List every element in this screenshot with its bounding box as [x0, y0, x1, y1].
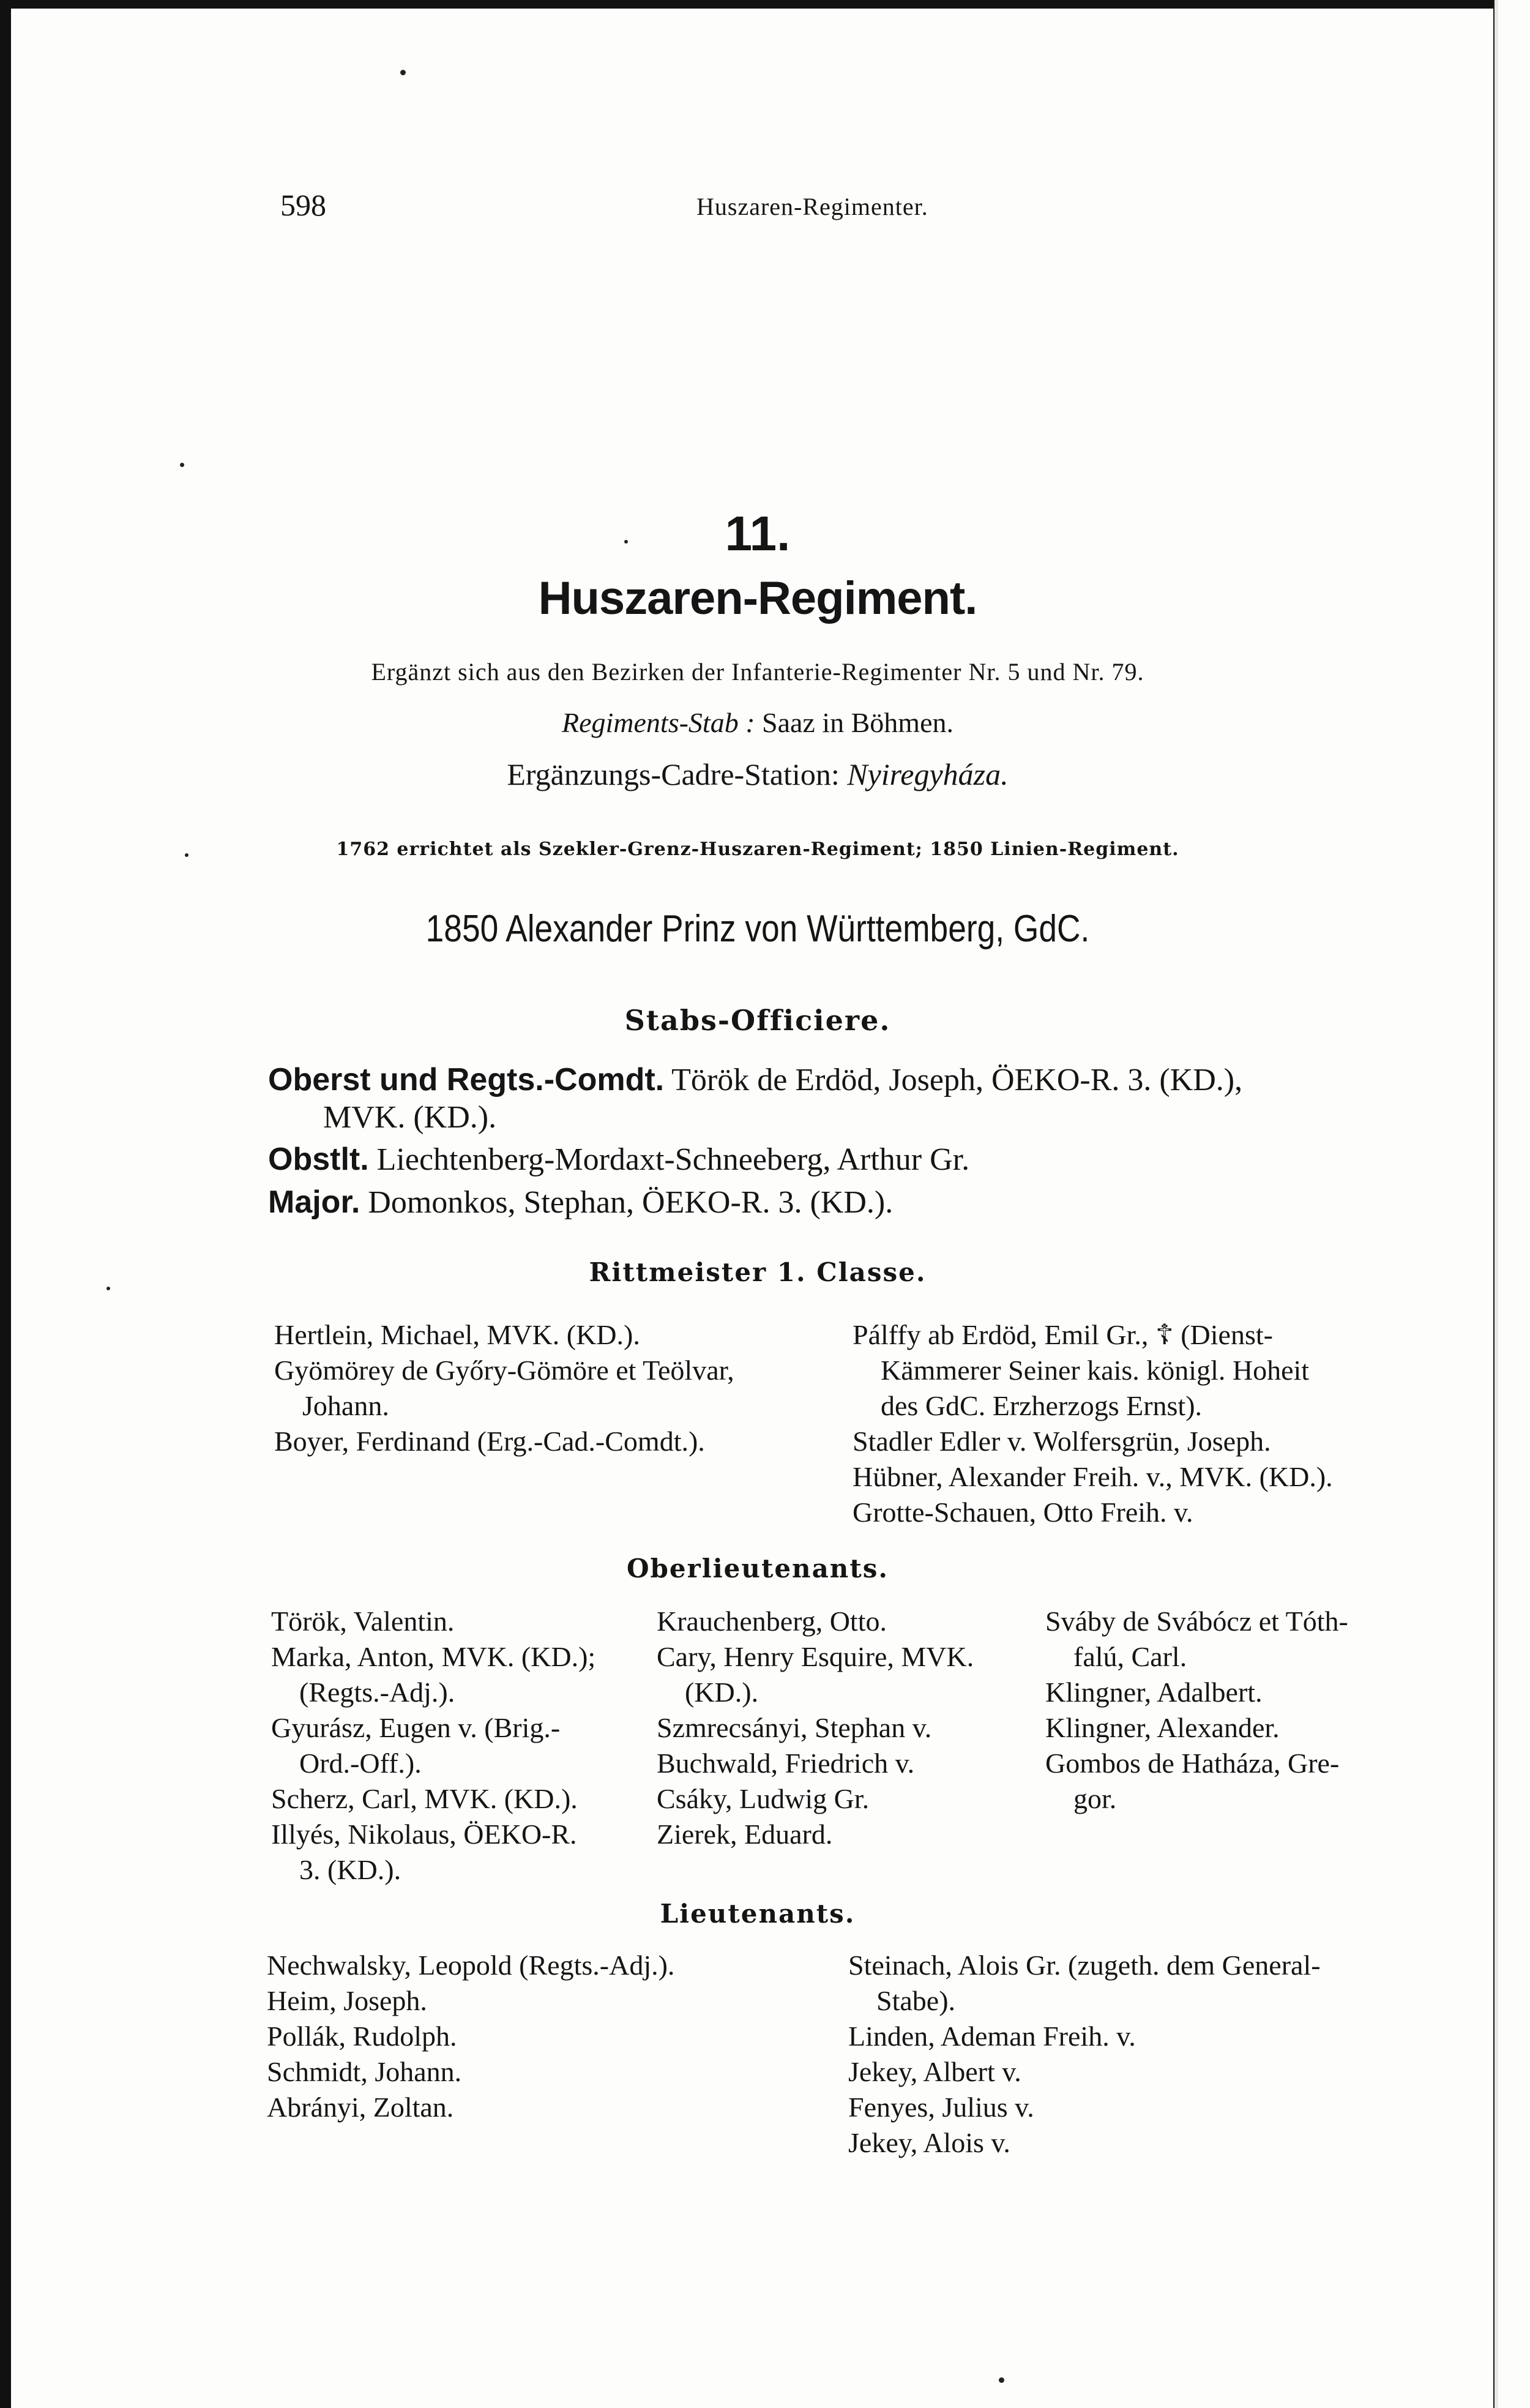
lieutenants-right-column	[848, 1948, 1448, 2161]
running-title: Huszaren-Regimenter.	[696, 193, 928, 220]
list-item: Buchwald, Friedrich v.	[657, 1748, 915, 1779]
list-item: (Regts.-Adj.).	[299, 1677, 455, 1708]
list-item: Steinach, Alois Gr. (zugeth. dem General-	[848, 1950, 1321, 1981]
list-item: Zierek, Eduard.	[657, 1819, 833, 1850]
oberlieutenants-col1	[271, 1604, 651, 1888]
lieutenants-heading: Lieutenants.	[660, 1899, 856, 1929]
list-item: Fenyes, Julius v.	[848, 2092, 1034, 2123]
oberst-rank: Oberst und Regts.-Comdt.	[268, 1062, 665, 1097]
scan-speck	[180, 463, 184, 467]
list-item: Nechwalsky, Leopold (Regts.-Adj.).	[267, 1950, 675, 1981]
list-item: gor.	[1073, 1783, 1117, 1814]
scan-speck	[999, 2377, 1004, 2383]
oberlieutenants-col2	[657, 1604, 1036, 1852]
cadre-location: Nyiregyháza.	[847, 757, 1009, 791]
list-item: falú, Carl.	[1073, 1641, 1187, 1672]
rittmeister-left-column	[274, 1317, 825, 1459]
list-item: Cary, Henry Esquire, MVK.	[657, 1641, 974, 1672]
recruitment-line: Ergänzt sich aus den Bezirken der Infanterie-Regimenter Nr. 5 und Nr. 79.	[371, 658, 1144, 686]
scan-speck	[185, 853, 188, 857]
list-item: Ord.-Off.).	[299, 1748, 422, 1779]
major-entry	[268, 1184, 893, 1221]
list-item: Stabe).	[876, 1985, 956, 2016]
scan-speck	[400, 70, 406, 75]
list-item: Kämmerer Seiner kais. königl. Hoheit	[881, 1355, 1310, 1386]
list-item: Gombos de Hatháza, Gre-	[1045, 1748, 1340, 1779]
staff-label: Regiments-Stab :	[561, 707, 755, 738]
obstlt-rank: Obstlt.	[268, 1142, 369, 1177]
oberlieutenants-col3	[1045, 1604, 1437, 1817]
oberlieutenants-heading: Oberlieutenants.	[626, 1554, 889, 1584]
adjacent-page-edge	[1498, 0, 1530, 2408]
stabs-heading: Stabs-Officiere.	[624, 1004, 891, 1037]
obstlt-entry	[268, 1141, 969, 1178]
list-item: Sváby de Svábócz et Tóth-	[1045, 1606, 1348, 1637]
cadre-label: Ergänzungs-Cadre-Station:	[507, 757, 840, 791]
list-item: Török, Valentin.	[271, 1606, 455, 1637]
list-item: Jekey, Albert v.	[848, 2056, 1021, 2087]
oberst-cont: MVK. (KD.).	[323, 1100, 497, 1135]
rittmeister-right-column	[853, 1317, 1440, 1530]
cadre-line	[11, 757, 1493, 792]
list-item: Heim, Joseph.	[267, 1985, 427, 2016]
scan-speck	[624, 540, 628, 544]
page-number: 598	[280, 188, 326, 222]
staff-location: Saaz in Böhmen.	[762, 707, 954, 738]
list-item: Scherz, Carl, MVK. (KD.).	[271, 1783, 578, 1814]
list-item: Pálffy ab Erdöd, Emil Gr., ☦ (Dienst-	[853, 1319, 1273, 1350]
history-line: 1762 errichtet als Szekler-Grenz-Huszaren-Regiment; 1850 Linien-Regiment.	[336, 839, 1179, 860]
list-item: Csáky, Ludwig Gr.	[657, 1783, 870, 1814]
list-item: Schmidt, Johann.	[267, 2056, 462, 2087]
major-rank: Major.	[268, 1184, 360, 1220]
list-item: Gyurász, Eugen v. (Brig.-	[271, 1712, 561, 1743]
list-item: Gyömörey de Győry-Gömöre et Teölvar,	[274, 1355, 734, 1386]
list-item: Jekey, Alois v.	[848, 2127, 1010, 2158]
list-item: Grotte-Schauen, Otto Freih. v.	[853, 1497, 1193, 1528]
list-item: Johann.	[302, 1390, 389, 1421]
list-item: Marka, Anton, MVK. (KD.);	[271, 1641, 596, 1672]
list-item: Stadler Edler v. Wolfersgrün, Joseph.	[853, 1426, 1271, 1457]
regiment-number: 11.	[725, 506, 791, 561]
list-item: Klingner, Adalbert.	[1045, 1677, 1263, 1708]
oberst-entry	[268, 1061, 1242, 1098]
list-item: Klingner, Alexander.	[1045, 1712, 1280, 1743]
list-item: Szmrecsányi, Stephan v.	[657, 1712, 932, 1743]
list-item: Illyés, Nikolaus, ÖEKO-R.	[271, 1819, 577, 1850]
list-item: (KD.).	[685, 1677, 759, 1708]
regiment-title: Huszaren-Regiment.	[538, 572, 977, 624]
proprietor-line: 1850 Alexander Prinz von Württemberg, GdC.	[425, 908, 1090, 950]
list-item: 3. (KD.).	[299, 1854, 401, 1885]
scan-speck	[106, 1287, 110, 1290]
list-item: Linden, Ademan Freih. v.	[848, 2021, 1136, 2052]
list-item: Boyer, Ferdinand (Erg.-Cad.-Comdt.).	[274, 1426, 705, 1457]
obstlt-name: Liechtenberg-Mordaxt-Schneeberg, Arthur Gr.	[376, 1142, 970, 1177]
oberst-name: Török de Erdöd, Joseph, ÖEKO-R. 3. (KD.),	[671, 1063, 1243, 1097]
list-item: Hertlein, Michael, MVK. (KD.).	[274, 1319, 640, 1350]
list-item: Pollák, Rudolph.	[267, 2021, 457, 2052]
list-item: Hübner, Alexander Freih. v., MVK. (KD.).	[853, 1461, 1333, 1492]
staff-line	[11, 706, 1493, 739]
lieutenants-left-column	[267, 1948, 818, 2125]
major-name: Domonkos, Stephan, ÖEKO-R. 3. (KD.).	[368, 1185, 894, 1220]
list-item: Krauchenberg, Otto.	[657, 1606, 887, 1637]
list-item: Abrányi, Zoltan.	[267, 2092, 454, 2123]
rittmeister-heading: Rittmeister 1. Classe.	[589, 1257, 927, 1287]
list-item: des GdC. Erzherzogs Ernst).	[881, 1390, 1203, 1421]
